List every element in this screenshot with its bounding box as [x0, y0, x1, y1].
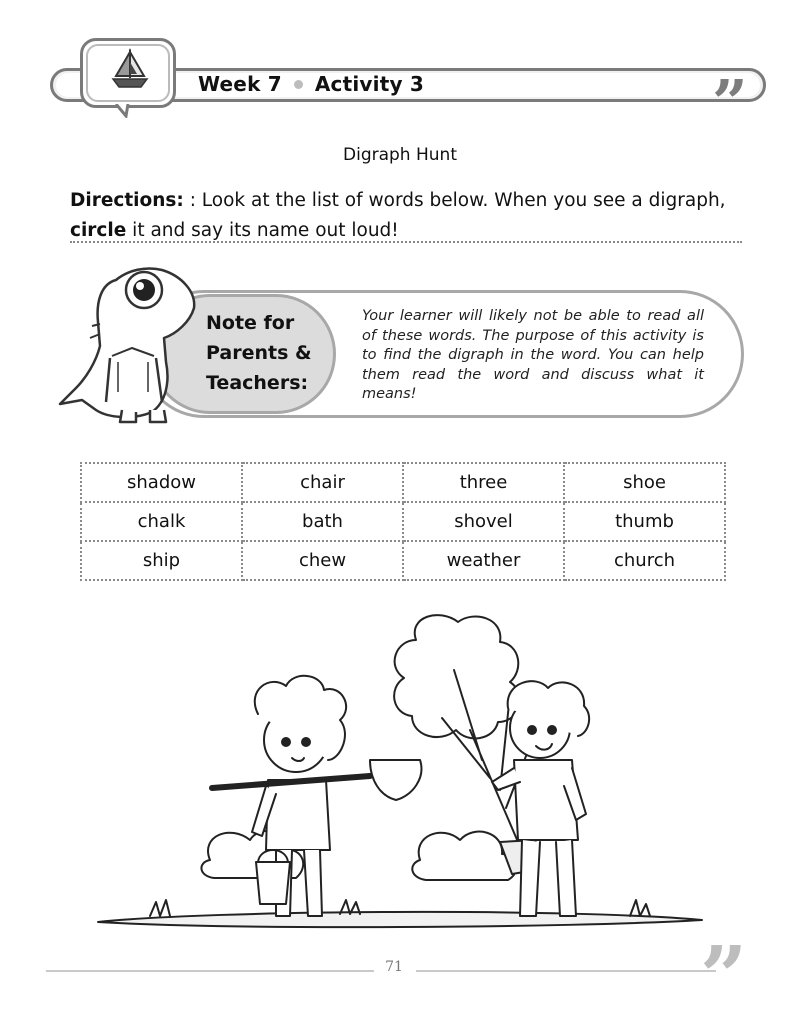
page-number: 71	[385, 959, 403, 975]
word-cell: chair	[242, 463, 403, 502]
word-cell: ship	[81, 541, 242, 580]
separator-dot	[294, 80, 303, 89]
directions-text-1: : Look at the list of words below. When you see a digraph,	[183, 190, 726, 211]
word-cell: shoe	[564, 463, 725, 502]
directions-label: Directions:	[70, 190, 184, 211]
quote-mark-icon: ”	[712, 66, 748, 139]
activity-label: Activity 3	[314, 72, 424, 96]
table-row	[81, 463, 725, 502]
dinosaur-mascot-icon	[56, 262, 206, 424]
note-label: Note for Parents & Teachers:	[206, 312, 312, 394]
dotted-divider	[70, 241, 742, 243]
words-table	[80, 462, 726, 581]
note-text: Your learner will likely not be able to read all of these words. The purpose of this activity is to find the digraph in the word. You can help them read the word and discuss what it means!	[362, 308, 704, 402]
word-cell: weather	[403, 541, 564, 580]
week-label: Week 7	[198, 72, 282, 96]
word-cell: three	[403, 463, 564, 502]
page-title: Digraph Hunt	[343, 145, 457, 165]
quote-mark-icon: ”	[700, 929, 748, 1025]
word-cell: chew	[242, 541, 403, 580]
children-planting-tree-illustration	[90, 610, 710, 930]
table-row	[81, 502, 725, 541]
directions-text	[70, 186, 750, 246]
header-title	[198, 72, 424, 96]
circle-word: circle	[70, 220, 127, 241]
bubble-tail	[114, 104, 138, 118]
word-cell: bath	[242, 502, 403, 541]
word-cell: shadow	[81, 463, 242, 502]
word-cell: chalk	[81, 502, 242, 541]
table-row	[81, 541, 725, 580]
directions-text-2: it and say its name out loud!	[126, 220, 399, 241]
word-cell: shovel	[403, 502, 564, 541]
word-cell: church	[564, 541, 725, 580]
paper-boat-icon	[110, 48, 150, 90]
word-cell: thumb	[564, 502, 725, 541]
